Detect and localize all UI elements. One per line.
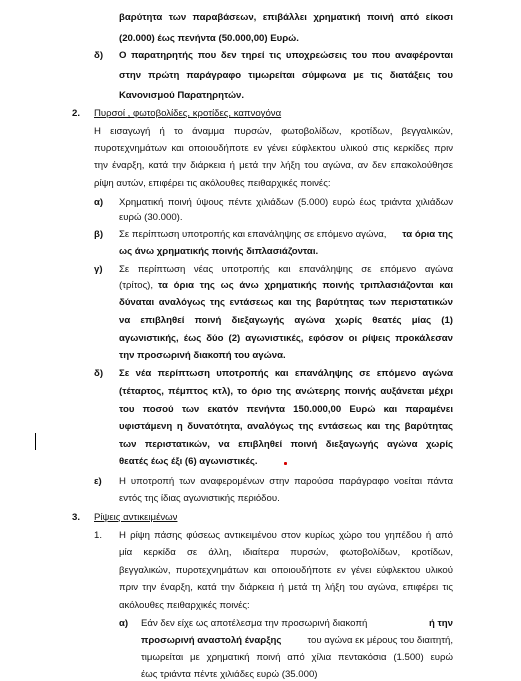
text-line: την έναρξη, κατά την διάρκεια ή μετά την λήξη του αγώνα, αν δεν επακολούθησε <box>94 160 453 171</box>
text-line <box>141 635 453 647</box>
spellcheck-mark <box>284 462 287 465</box>
text-line: πριν την έναρξη, κατά την διάρκεια ή μετά τη λήξη του αγώνα, επιφέρει τις <box>119 582 453 593</box>
list-marker: 1. <box>94 530 103 541</box>
text-span: Σε περίπτωση υποτροπής και επανάληψης σε επόμενο αγώνα, <box>119 229 387 240</box>
text-span: τα όρια της <box>402 229 453 240</box>
list-marker: α) <box>119 618 129 629</box>
list-marker: β) <box>94 229 104 240</box>
section-number: 3. <box>72 512 81 523</box>
text-line: αγωνιστικής, έως δύο (2) αγωνιστικές, εφόσον οι ρίψεις προκάλεσαν <box>119 333 453 344</box>
text-line: ακόλουθες πειθαρχικές ποινές: <box>119 600 250 611</box>
text-span: (τρίτος), <box>119 280 154 291</box>
text-line: του ποσού των εκατόν πενήντα 150.000,00 Ευρώ και παραμένει <box>119 404 453 415</box>
text-line: βεγγαλικών, πυροτεχνημάτων και οποιουδήποτε εν γένει εύφλεκτου υλικού <box>119 565 453 576</box>
text-line: την προσωρινή διακοπή του αγώνα. <box>119 350 286 361</box>
text-line: να επιβληθεί ποινή διεξαγωγής αγώνα χωρίς θεατές μίας (1) <box>119 315 453 326</box>
text-line: Ο παρατηρητής που δεν τηρεί τις υποχρεώσεις του που αναφέρονται <box>119 50 453 61</box>
text-line: Κανονισμού Παρατηρητών. <box>119 90 245 101</box>
text-span: προσωρινή αναστολή έναρξης <box>141 635 282 646</box>
text-cursor <box>35 433 36 450</box>
text-line: Σε νέα περίπτωση υποτροπής και επανάληψης σε επόμενο αγώνα <box>119 368 453 379</box>
text-line: ευρώ (30.000). <box>119 212 183 223</box>
text-line <box>119 280 453 292</box>
text-line: Η ρίψη πάσης φύσεως αντικειμένου στον κυρίως χώρο του γηπέδου ή από <box>119 530 453 541</box>
text-span: ή την <box>428 618 453 629</box>
text-line: Η εισαγωγή ή το άναμμα πυρσών, φωτοβολίδων, κροτίδων, βεγγαλικών, <box>94 126 453 137</box>
text-line: θεατές έως έξι (6) αγωνιστικές. <box>119 456 258 467</box>
text-line <box>141 618 453 630</box>
text-line: ως άνω χρηματικής ποινής διπλασιάζονται. <box>119 246 319 257</box>
text-line: (τέταρτος, πέμπτος κτλ), το όριο της ανώτερης ποινής αυξάνεται μέχρι <box>119 386 453 397</box>
text-line: έως τριάντα πέντε χιλιάδες ευρώ (35.000) <box>141 669 318 680</box>
section-heading: Ρίψεις αντικειμένων <box>94 512 178 523</box>
section-heading: Πυρσοί , φωτοβολίδες, κροτίδες, καπνογόνα <box>94 108 282 119</box>
list-marker: δ) <box>94 368 104 379</box>
text-line: τιμωρείται με χρηματική ποινή από χίλια πεντακόσια (1.500) ευρώ <box>141 652 453 663</box>
text-line: στην πρώτη παράγραφο τιμωρείται σύμφωνα με τις διατάξεις του <box>119 70 453 81</box>
text-line: Χρηματική ποινή ύψους πέντε χιλιάδων (5.000) ευρώ έως τριάντα χιλιάδων <box>119 197 453 208</box>
text-line: μία κερκίδα σε άλλη, ιδιαίτερα πυρσών, φωτοβολίδων, κροτίδων, <box>119 547 453 558</box>
text-line: των περιστατικών, να επιβληθεί ποινή διεξαγωγής αγώνα χωρίς <box>119 439 453 450</box>
list-marker: α) <box>94 197 104 208</box>
list-marker: γ) <box>94 264 103 275</box>
list-marker: ε) <box>94 476 102 487</box>
text-line: Η υποτροπή των αναφερομένων στην παρούσα παράγραφο νοείται πάντα <box>119 476 453 487</box>
text-line: υφιστάμενη η δυνατότητα, αναλόγως της εντάσεως και της βαρύτητας <box>119 421 453 432</box>
text-line: δύναται αναλόγως της εντάσεως και της βαρύτητας των περιστατικών <box>119 297 453 308</box>
text-line: Σε περίπτωση νέας υποτροπής και επανάληψης σε επόμενο αγώνα <box>119 264 453 275</box>
text-line: εντός της ίδιας αγωνιστικής περιόδου. <box>119 493 280 504</box>
text-line: βαρύτητα των παραβάσεων, επιβάλλει χρηματική ποινή από είκοσι <box>119 12 453 23</box>
text-line: ρίψη αυτών, επιφέρει τις ακόλουθες πειθαρχικές ποινές: <box>94 178 331 189</box>
text-span: Εάν δεν είχε ως αποτέλεσμα την προσωρινή διακοπή <box>141 618 368 629</box>
section-number: 2. <box>72 108 81 119</box>
text-line: πυροτεχνημάτων και οποιουδήποτε εν γένει εύφλεκτου υλικού στις κερκίδες πριν <box>94 143 453 154</box>
text-span: τα όρια της ως άνω χρηματικής ποινής τριπλασιάζονται και <box>158 280 453 291</box>
text-span: του αγώνα εκ μέρους του διαιτητή, <box>307 635 453 646</box>
text-line: (20.000) έως πενήντα (50.000,00) Ευρώ. <box>119 33 299 44</box>
text-line <box>119 229 453 241</box>
list-marker: δ) <box>94 50 104 61</box>
